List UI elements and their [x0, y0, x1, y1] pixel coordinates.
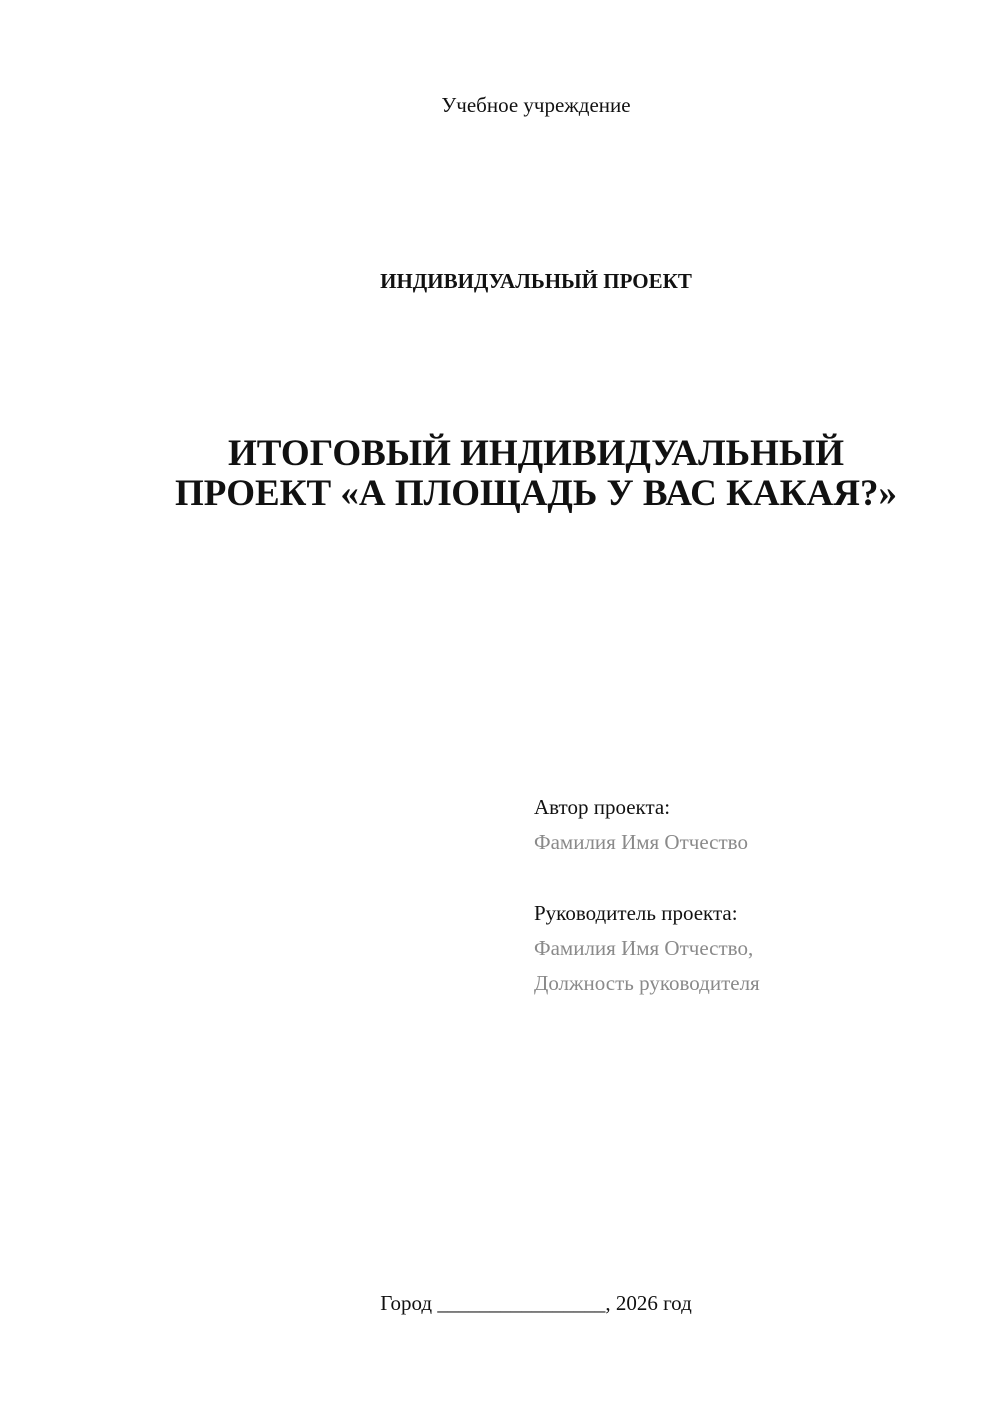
author-name: Фамилия Имя Отчество: [534, 830, 748, 854]
spacer: [534, 860, 974, 896]
author-label: Автор проекта:: [534, 795, 671, 819]
project-info-block: [534, 790, 974, 1001]
document-type: ИНДИВИДУАЛЬНЫЙ ПРОЕКТ: [380, 269, 692, 293]
supervisor-label: Руководитель проекта:: [534, 901, 738, 925]
project-title-line-1: ИТОГОВЫЙ ИНДИВИДУАЛЬНЫЙ: [227, 433, 845, 474]
project-title-line-2: ПРОЕКТ «А ПЛОЩАДЬ У ВАС КАКАЯ?»: [175, 473, 897, 514]
project-title: [0, 434, 1000, 514]
institution-name: Учебное учреждение: [441, 93, 631, 117]
supervisor-name: Фамилия Имя Отчество,: [534, 936, 754, 960]
supervisor-position: Должность руководителя: [534, 971, 760, 995]
city-year-line: Город ________________, 2026 год: [380, 1291, 692, 1315]
